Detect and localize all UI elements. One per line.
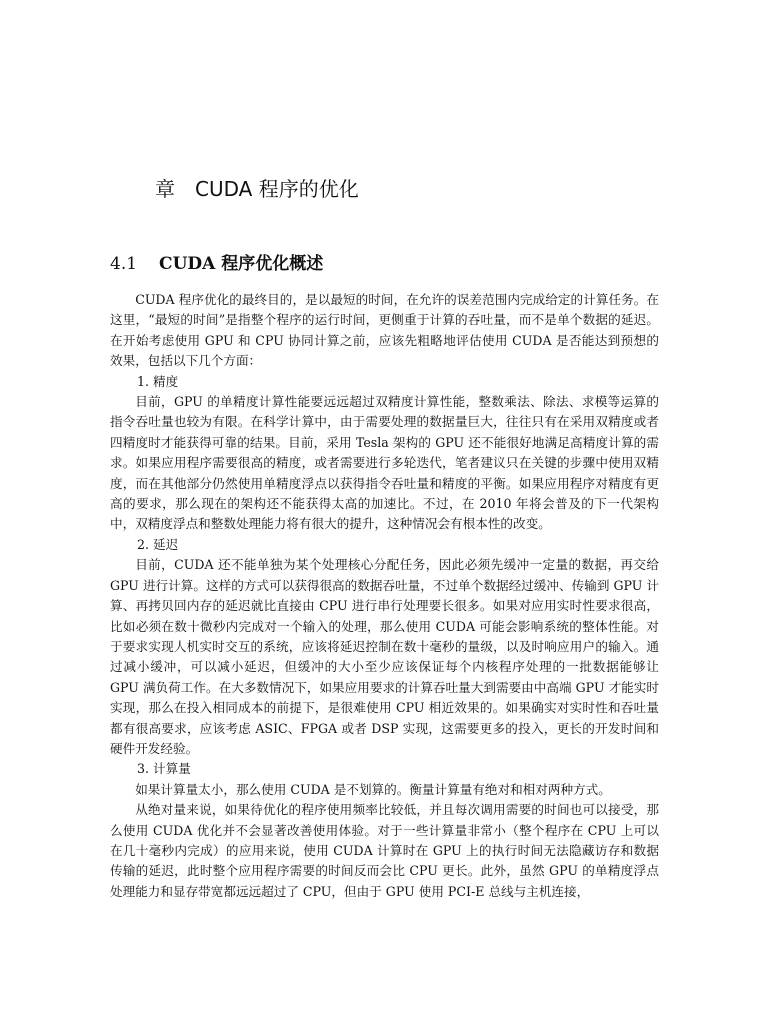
paragraph-precision: 目前，GPU 的单精度计算性能要远远超过双精度计算性能，整数乘法、除法、求模等运算的指令吞吐量也较为有限。在科学计算中，由于需要处理的数据量巨大，往往只有在采用双精度或者四精度时才能获得可靠的结果。目前，采用 Tesla 架构的 GPU 还不能很好地满足高精度计算的需求。如果应用程序需要很高的精度，或者需要进行多轮迭代，笔者建议只在关键的步骤中使用双精度，而在其他部分仍然使用单精度浮点以获得指令吞吐量和精度的平衡。如果应用程序对精度有更高的要求，那么现在的架构还不能获得太高的加速比。不过，在 2010 年将会普及的下一代架构中，双精度浮点和整数处理能力将有很大的提升，这种情况会有根本性的改变。: [110, 394, 660, 532]
section-title-text: CUDA 程序优化概述: [159, 254, 324, 274]
chapter-title-text: CUDA 程序的优化: [195, 177, 359, 201]
body-text: [110, 290, 659, 902]
paragraph-latency: 目前，CUDA 还不能单独为某个处理核心分配任务，因此必须先缓冲一定量的数据，再交给 GPU 进行计算。这样的方式可以获得很高的数据吞吐量，不过单个数据经过缓冲、传输到 GPU 计算、再拷贝回内存的延迟就比直接由 CPU 进行串行处理要长很多。如果对应用实时性要求很高，比如必须在数十微秒内完成对一个输入的处理，那么使用 CUDA 可能会影响系统的整体性能。对于要求实现人机实时交互的系统，应该将延迟控制在数十毫秒的量级，以及时响应用户的输入。通过减小缓冲，可以减小延迟，但缓冲的大小至少应该保证每个内核程序处理的一批数据能够让 GPU 满负荷工作。在大多数情况下，如果应用要求的计算吞吐量大到需要由中高端 GPU 才能实时实现，那么在投入相同成本的前提下，是很难使用 CPU 相近效果的。如果确实对实时性和吞吐量都有很高要求，应该考虑 ASIC、FPGA 或者 DSP 实现，这需要更多的投入，更长的开发时间和硬件开发经验。: [110, 557, 659, 756]
chapter-title: [155, 176, 359, 202]
item-heading-precision: 1. 精度: [137, 373, 179, 389]
item-heading-latency: 2. 延迟: [137, 536, 179, 552]
paragraph-computation: 如果计算量太小，那么使用 CUDA 是不划算的。衡量计算量有绝对和相对两种方式。: [135, 781, 611, 797]
chapter-number: 章: [155, 177, 175, 201]
paragraph-absolute: 从绝对量来说，如果待优化的程序使用频率比较低，并且每次调用需要的时间也可以接受，那么使用 CUDA 优化并不会显著改善使用体验。对于一些计算量非常小（整个程序在 CPU 上可以在几十毫秒内完成）的应用来说，使用 CUDA 计算时在 GPU 上的执行时间无法隐藏访存和数据传输的延迟，此时整个应用程序需要的时间反而会比 CPU 更长。此外，虽然 GPU 的单精度浮点处理能力和显存带宽都远远超过了 CPU，但由于 GPU 使用 PCI-E 总线与主机连接，: [110, 802, 659, 899]
section-number: 4.1: [110, 254, 138, 274]
section-title: [110, 253, 323, 275]
item-heading-computation: 3. 计算量: [137, 761, 191, 777]
paragraph-intro: CUDA 程序优化的最终目的，是以最短的时间，在允许的误差范围内完成给定的计算任务。在这里，“最短的时间”是指整个程序的运行时间，更侧重于计算的吞吐量，而不是单个数据的延迟。在开始考虑使用 GPU 和 CPU 协同计算之前，应该先粗略地评估使用 CUDA 是否能达到预想的效果，包括以下几个方面：: [110, 292, 659, 369]
